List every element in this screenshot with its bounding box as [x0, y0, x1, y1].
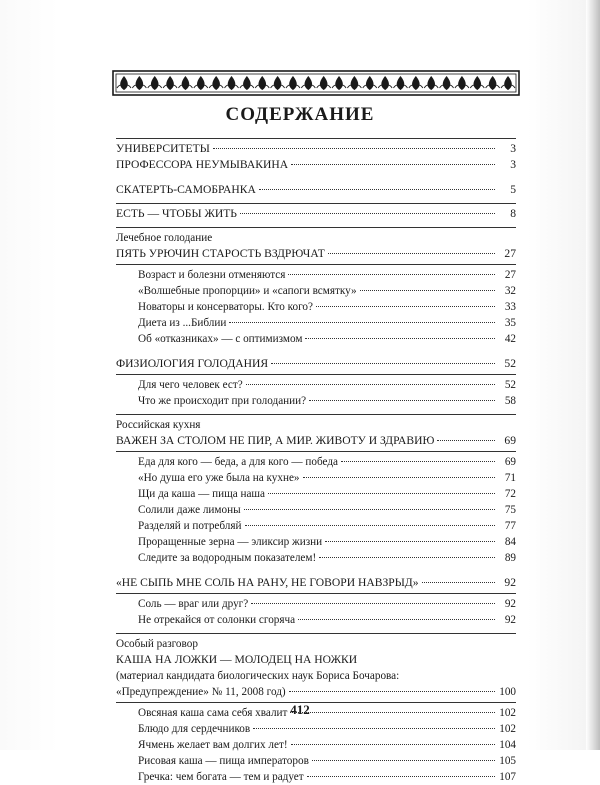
ornament-border — [112, 70, 520, 96]
toc-subentry[interactable]: Гречка: чем богата — тем и радует 107 — [138, 771, 516, 783]
toc-subentry[interactable]: Следите за водородным показателем! 89 — [138, 552, 516, 564]
toc-subentry[interactable]: Возраст и болезни отменяются 27 — [138, 269, 516, 281]
table-of-contents — [116, 138, 516, 785]
toc-subentry[interactable]: Еда для кого — беда, а для кого — победа 69 — [138, 456, 516, 468]
page-number: 412 — [290, 702, 310, 717]
toc-entry-title[interactable]: КАША НА ЛОЖКИ — МОЛОДЕЦ НА НОЖКИ — [116, 653, 358, 666]
toc-entry[interactable]: ПРОФЕССОРА НЕУМЫВАКИНА 3 — [116, 158, 516, 171]
toc-entry[interactable]: УНИВЕРСИТЕТЫ 3 — [116, 142, 516, 155]
toc-entry[interactable]: «НЕ СЫПЬ МНЕ СОЛЬ НА РАНУ, НЕ ГОВОРИ НАВЗРЫД» 92 — [116, 576, 516, 589]
toc-subentry[interactable]: Блюдо для сердечников 102 — [138, 723, 516, 735]
toc-subentry[interactable]: Новаторы и консерваторы. Кто кого? 33 — [138, 301, 516, 313]
toc-entry[interactable]: «Предупреждение» № 11, 2008 год) 100 — [116, 686, 516, 698]
toc-entry[interactable]: ПЯТЬ УРЮЧИН СТАРОСТЬ ВЗДРЮЧАТ 27 — [116, 247, 516, 260]
toc-entry[interactable]: СКАТЕРТЬ-САМОБРАНКА 5 — [116, 183, 516, 196]
toc-subentry[interactable]: «Волшебные пропорции» и «сапоги всмятку» 32 — [138, 285, 516, 297]
toc-subentry[interactable]: Овсяная каша сама себя хвалит 102 — [138, 707, 516, 719]
toc-entry[interactable]: ВАЖЕН ЗА СТОЛОМ НЕ ПИР, А МИР. ЖИВОТУ И ЗДРАВИЮ 69 — [116, 434, 516, 447]
toc-group-4 — [116, 414, 516, 566]
toc-category: Особый разговор — [116, 638, 198, 650]
toc-entry[interactable]: ЕСТЬ — ЧТОБЫ ЖИТЬ 8 — [116, 207, 516, 220]
toc-subentry[interactable]: «Но душа его уже была на кухне» 71 — [138, 472, 516, 484]
toc-subentry[interactable]: Что же происходит при голодании? 58 — [138, 395, 516, 407]
toc-subentry[interactable]: Соль — враг или друг? 92 — [138, 598, 516, 610]
toc-subentry[interactable]: Диета из ...Библии 35 — [138, 317, 516, 329]
toc-subentry[interactable]: Об «отказниках» — с оптимизмом 42 — [138, 333, 516, 345]
page-title: СОДЕРЖАНИЕ — [225, 104, 375, 125]
toc-entry-note: (материал кандидата биологических наук Бориса Бочарова: — [116, 670, 400, 682]
toc-group-3 — [116, 227, 516, 347]
toc-subentry[interactable]: Проращенные зерна — эликсир жизни 84 — [138, 536, 516, 548]
toc-entry[interactable]: ФИЗИОЛОГИЯ ГОЛОДАНИЯ 52 — [116, 357, 516, 370]
toc-subentry[interactable]: Рисовая каша — пища императоров 105 — [138, 755, 516, 767]
toc-subentry[interactable]: Не отрекайся от солонки сгоряча 92 — [138, 614, 516, 626]
toc-subentry[interactable]: Щи да каша — пища наша 72 — [138, 488, 516, 500]
toc-subentry[interactable]: Для чего человек ест? 52 — [138, 379, 516, 391]
toc-group-2 — [116, 203, 516, 222]
toc-subentry[interactable]: Ячмень желает вам долгих лет! 104 — [138, 739, 516, 751]
toc-subentry[interactable]: Солили даже лимоны 75 — [138, 504, 516, 516]
toc-category: Лечебное голодание — [116, 232, 213, 244]
toc-category: Российская кухня — [116, 419, 201, 431]
toc-subentry[interactable]: Разделяй и потребляй 77 — [138, 520, 516, 532]
toc-group-1 — [116, 138, 516, 173]
